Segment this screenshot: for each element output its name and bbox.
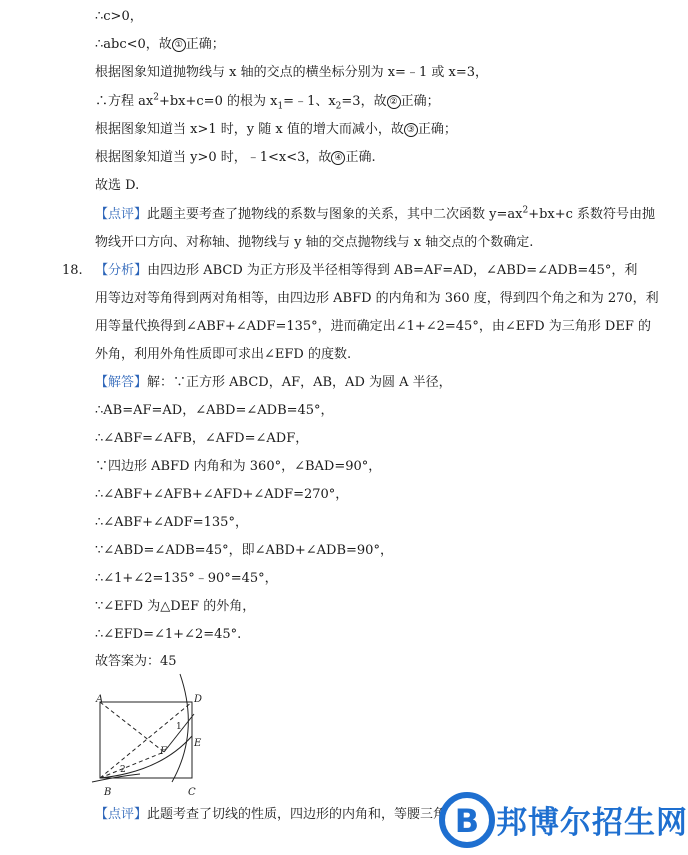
analysis-line-3: 用等量代换得到∠ABF+∠ADF=135°，进而确定出∠1+∠2=45°，由∠EFD 为三角形 DEF 的 xyxy=(95,319,651,334)
label-c: C xyxy=(188,787,196,798)
solution-line-5: ∴∠ABF+∠ADF=135°， xyxy=(95,515,248,530)
segment-fd xyxy=(164,714,194,752)
solution-line-7: ∴∠1+∠2=135°﹣90°=45°， xyxy=(95,571,278,586)
line-c-positive: ∴c>0， xyxy=(95,9,143,24)
line-decreasing: 根据图象知道当 x>1 时，y 随 x 值的增大而减小，故 ③ 正确； xyxy=(95,122,457,137)
solution-line-9: ∴∠EFD=∠1+∠2=45°. xyxy=(95,627,242,642)
solution-line-2: ∴∠ABF=∠AFB，∠AFD=∠ADF， xyxy=(95,431,309,446)
label-a: A xyxy=(96,694,104,705)
label-angle-1: 1 xyxy=(176,722,182,732)
solution-line-4: ∴∠ABF+∠AFB+∠AFD+∠ADF=270°， xyxy=(95,487,349,502)
watermark-logo-icon xyxy=(437,790,497,850)
label-e: E xyxy=(194,738,202,749)
comment-tag-2: 【点评】 xyxy=(95,807,148,822)
solution-line-1: ∴AB=AF=AD，∠ABD=∠ADB=45°， xyxy=(95,403,334,418)
label-f: F xyxy=(160,746,167,757)
solution-line-3: ∵四边形 ABFD 内角和为 360°，∠BAD=90°， xyxy=(95,459,382,474)
line-choose-d: 故选 D. xyxy=(95,178,140,193)
question-number: 18. xyxy=(62,263,83,278)
label-d: D xyxy=(194,694,203,705)
line-abc-negative: ∴abc<0，故 ① 正确； xyxy=(95,37,225,52)
circled-number-1: ① xyxy=(172,38,186,52)
watermark-text: 邦博尔招生网 xyxy=(496,805,688,841)
comment-2-line: 【点评】此题考查了切线的性质，四边形的内角和，等腰三角 xyxy=(95,807,447,822)
question-18-line-1: 18. 【分析】由四边形 ABCD 为正方形及半径相等得到 AB=AF=AD，∠ABD=∠ADB=45°，利 xyxy=(62,263,638,278)
label-angle-2: 2 xyxy=(120,765,126,775)
analysis-line-4: 外角，利用外角性质即可求出∠EFD 的度数. xyxy=(95,347,352,362)
comment-1-line-2: 物线开口方向、对称轴、抛物线与 y 轴的交点抛物线与 x 轴交点的个数确定. xyxy=(95,235,534,250)
label-b: B xyxy=(104,787,112,798)
analysis-line-2: 用等边对等角得到两对角相等，由四边形 ABFD 的内角和为 360 度，得到四个角之和为 270，利 xyxy=(95,291,659,306)
circled-number-2: ② xyxy=(387,95,401,109)
comment-1-line-1: 【点评】此题主要考查了抛物线的系数与图象的关系，其中二次函数 $y=ax^2+bx+c$ 系数符号由抛 xyxy=(95,205,656,222)
geometry-figure xyxy=(90,672,220,800)
curve-be xyxy=(100,736,192,778)
analysis-tag: 【分析】 xyxy=(95,263,148,278)
segment-af xyxy=(100,702,164,752)
comment-tag: 【点评】 xyxy=(95,207,148,222)
circled-number-4: ④ xyxy=(331,151,345,165)
circled-number-3: ③ xyxy=(404,123,418,137)
segment-bf xyxy=(100,752,164,778)
solution-tag: 【解答】 xyxy=(95,375,148,390)
line-equation-roots: ∴方程 $ax^2+bx+c=0$ 的根为 $x_1=﹣1$、$x_2=3$，故 ② 正确； xyxy=(95,92,440,112)
answer-line: 故答案为：45 xyxy=(95,654,177,669)
solution-line-0: 【解答】解：∵正方形 ABCD，AF，AB，AD 为圆 A 半径， xyxy=(95,375,452,390)
solution-line-8: ∵∠EFD 为△DEF 的外角， xyxy=(95,599,256,614)
line-y-positive: 根据图象知道当 y>0 时，﹣1<x<3，故 ④ 正确. xyxy=(95,150,376,165)
watermark-logo-letter: B xyxy=(454,802,480,840)
solution-line-6: ∵∠ABD=∠ADB=45°，即∠ABD+∠ADB=90°， xyxy=(95,543,393,558)
line-intersections: 根据图象知道抛物线与 x 轴的交点的横坐标分别为 x=﹣1 或 x=3， xyxy=(95,65,488,80)
